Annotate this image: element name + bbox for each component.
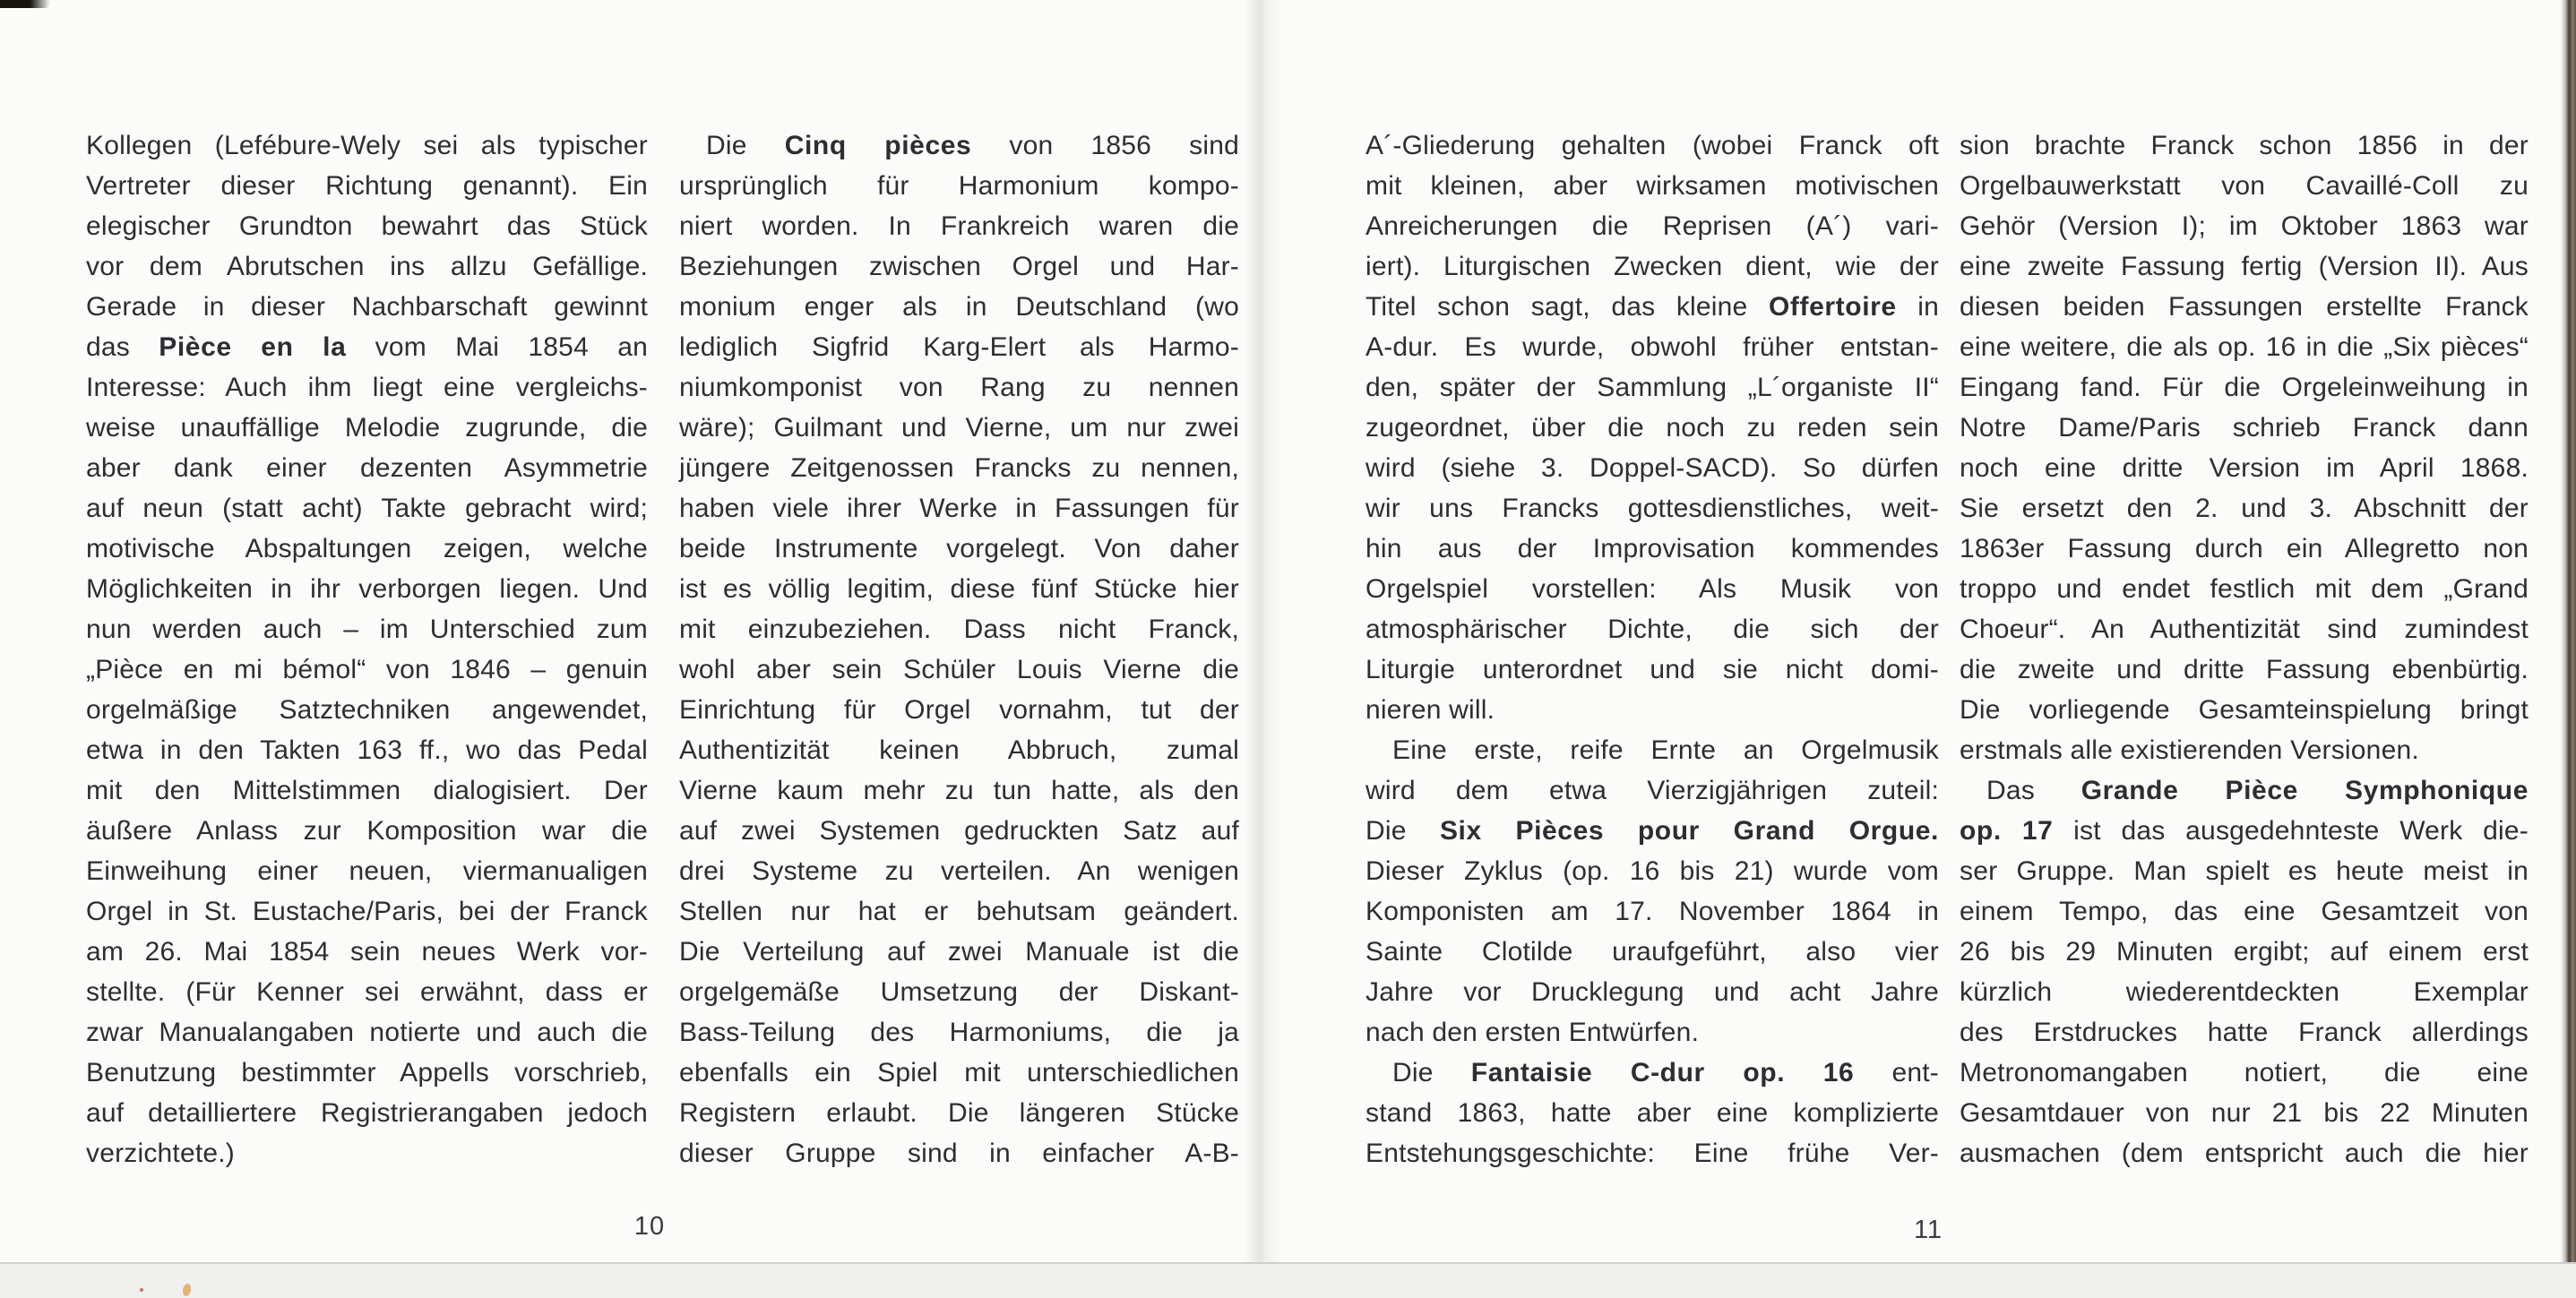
text-segment: monium enger als in Deutschland (wo	[679, 292, 1239, 322]
text-segment: drei Systeme zu verteilen. An wenigen	[679, 856, 1239, 886]
text-line	[1960, 1012, 2529, 1053]
text-segment: Orgelbauwerkstatt von Cavaillé-Coll zu	[1960, 171, 2529, 201]
text-line	[1366, 287, 1939, 327]
text-segment: Metronomangaben notiert, die eine	[1960, 1058, 2529, 1087]
text-segment: Das	[1986, 776, 2081, 805]
text-line	[1960, 972, 2529, 1012]
text-segment: vom Mai 1854 an	[346, 332, 648, 362]
text-segment: Choeur“. An Authentizität sind zumindest	[1960, 615, 2529, 644]
text-line	[1366, 206, 1939, 246]
text-line	[1366, 1133, 1939, 1173]
text-line	[1366, 609, 1939, 649]
text-segment: aber dank einer dezenten Asymmetrie	[86, 453, 648, 483]
page-number-11: 11	[1913, 1216, 1943, 1244]
text-segment: Authentizität keinen Abbruch, zumal	[679, 735, 1239, 765]
text-segment: verzichtete.)	[86, 1139, 235, 1168]
text-segment: Möglichkeiten in ihr verborgen liegen. Und	[86, 574, 648, 604]
text-segment: Bass-Teilung des Harmoniums, die ja	[679, 1018, 1239, 1047]
text-segment: Entstehungsgeschichte: Eine frühe Ver-	[1366, 1139, 1939, 1168]
text-line	[1960, 609, 2529, 649]
text-segment: am 26. Mai 1854 sein neues Werk vor-	[86, 937, 648, 967]
text-segment: vor dem Abrutschen ins allzu Gefällige.	[86, 252, 648, 281]
text-segment: Die Verteilung auf zwei Manuale ist die	[679, 937, 1239, 967]
text-segment: erstmals alle existierenden Versionen.	[1960, 735, 2419, 765]
text-segment: lediglich Sigfrid Karg-Elert als Harmo-	[679, 332, 1239, 362]
text-segment: orgelgemäße Umsetzung der Diskant-	[679, 977, 1239, 1007]
text-line	[1960, 367, 2529, 408]
text-segment: A´-Gliederung gehalten (wobei Franck oft	[1366, 131, 1939, 160]
text-line	[1366, 730, 1939, 770]
text-segment: mit einzubeziehen. Dass nicht Franck,	[679, 615, 1239, 644]
text-segment: Gehör (Version I); im Oktober 1863 war	[1960, 211, 2529, 241]
text-line	[1960, 246, 2529, 287]
text-segment: Notre Dame/Paris schrieb Franck dann	[1960, 413, 2529, 443]
text-segment: etwa in den Takten 163 ff., wo das Pedal	[86, 735, 648, 765]
text-segment: nach den ersten Entwürfen.	[1366, 1018, 1700, 1047]
scan-bottom-strip	[0, 1264, 2576, 1298]
text-line	[1366, 811, 1939, 851]
text-segment: Einrichtung für Orgel vornahm, tut der	[679, 695, 1239, 725]
text-segment: Vierne kaum mehr zu tun hatte, als den	[679, 776, 1239, 805]
text-segment: Interesse: Auch ihm liegt eine vergleichs-	[86, 373, 648, 402]
text-line	[1960, 408, 2529, 448]
work-title-bold: Grande Pièce Symphonique	[2081, 776, 2529, 805]
text-segment: das	[86, 332, 159, 362]
text-segment: Eingang fand. Für die Orgeleinweihung in	[1960, 373, 2529, 402]
scan-artifact-top-left	[0, 0, 50, 8]
work-title-bold: Offertoire	[1769, 292, 1897, 322]
text-segment: des Erstdruckes hatte Franck allerdings	[1960, 1018, 2529, 1047]
text-segment: Sie ersetzt den 2. und 3. Abschnitt der	[1960, 494, 2529, 523]
text-line	[1366, 1093, 1939, 1133]
work-title-bold: Cinq pièces	[784, 131, 972, 160]
text-line	[1366, 125, 1939, 166]
text-line	[1960, 770, 2529, 811]
text-segment: niert worden. In Frankreich waren die	[679, 211, 1239, 241]
text-segment: beide Instrumente vorgelegt. Von daher	[679, 534, 1239, 563]
text-line	[1960, 448, 2529, 488]
text-line	[1960, 529, 2529, 569]
text-segment: ist das ausgedehnteste Werk die-	[2053, 816, 2529, 846]
scan-speck-red	[140, 1288, 143, 1292]
text-line	[1960, 166, 2529, 206]
text-line	[1960, 327, 2529, 367]
text-segment: auf neun (statt acht) Takte gebracht wird;	[86, 494, 648, 523]
text-segment: niumkomponist von Rang zu nennen	[679, 373, 1239, 402]
text-column-3	[1366, 125, 1939, 1173]
scan-edge-right	[2561, 0, 2576, 1298]
text-segment: Orgel in St. Eustache/Paris, bei der Franck	[86, 897, 648, 926]
text-segment: jüngere Zeitgenossen Francks zu nennen,	[679, 453, 1239, 483]
text-line	[1366, 851, 1939, 891]
text-segment: nun werden auch – im Unterschied zum	[86, 615, 648, 644]
text-line	[1960, 488, 2529, 529]
text-segment: Jahre vor Drucklegung und acht Jahre	[1366, 977, 1939, 1007]
work-title-bold: Fantaisie C-dur op. 16	[1470, 1058, 1855, 1087]
text-column-4	[1960, 125, 2529, 1173]
text-segment: Die	[1366, 816, 1440, 846]
text-segment: elegischer Grundton bewahrt das Stück	[86, 211, 648, 241]
text-line	[1960, 1093, 2529, 1133]
text-segment: auf detailliertere Registrierangaben jedoch	[86, 1098, 648, 1128]
work-title-bold: Pièce en la	[159, 332, 347, 362]
text-segment: sion brachte Franck schon 1856 in der	[1960, 131, 2529, 160]
text-line	[1366, 327, 1939, 367]
text-line	[1366, 1012, 1939, 1053]
text-segment: den, später der Sammlung „L´organiste II“	[1366, 373, 1939, 402]
text-line	[1960, 851, 2529, 891]
text-line	[1366, 649, 1939, 690]
text-segment: Beziehungen zwischen Orgel und Har-	[679, 252, 1239, 281]
text-segment: wir uns Francks gottesdienstliches, weit-	[1366, 494, 1939, 523]
text-segment: ent-	[1854, 1058, 1940, 1087]
text-segment: mit den Mittelstimmen dialogisiert. Der	[86, 776, 648, 805]
text-line	[1366, 932, 1939, 972]
text-segment: einem Tempo, das eine Gesamtzeit von	[1960, 897, 2529, 926]
text-segment: Stellen nur hat er behutsam geändert.	[679, 897, 1239, 926]
text-segment: Liturgie unterordnet und sie nicht domi-	[1366, 655, 1939, 684]
text-segment: Gesamtdauer von nur 21 bis 22 Minuten	[1960, 1098, 2529, 1128]
text-line	[1960, 811, 2529, 851]
work-title-bold: op. 17	[1960, 816, 2054, 846]
text-segment: iert). Liturgischen Zwecken dient, wie der	[1366, 252, 1939, 281]
text-segment: wohl aber sein Schüler Louis Vierne die	[679, 655, 1239, 684]
text-line	[1960, 1133, 2529, 1173]
text-segment: 26 bis 29 Minuten ergibt; auf einem erst	[1960, 937, 2529, 967]
text-segment: eine zweite Fassung fertig (Version II). Aus	[1960, 252, 2529, 281]
text-line	[1366, 448, 1939, 488]
text-segment: Die vorliegende Gesamteinspielung bringt	[1960, 695, 2529, 725]
text-segment: Die	[706, 131, 785, 160]
text-line	[1960, 891, 2529, 932]
text-line	[1366, 569, 1939, 609]
text-line	[1366, 690, 1939, 730]
text-segment: Eine erste, reife Ernte an Orgelmusik	[1392, 735, 1939, 765]
text-segment: Benutzung bestimmter Appells vorschrieb,	[86, 1058, 648, 1087]
text-segment: Orgelspiel vorstellen: Als Musik von	[1366, 574, 1939, 604]
text-segment: die zweite und dritte Fassung ebenbürtig.	[1960, 655, 2529, 684]
text-segment: orgelmäßige Satztechniken angewendet,	[86, 695, 648, 725]
text-segment: ser Gruppe. Man spielt es heute meist in	[1960, 856, 2529, 886]
text-segment: dieser Gruppe sind in einfacher A-B-	[679, 1139, 1239, 1168]
text-line	[1366, 529, 1939, 569]
text-segment: Anreicherungen die Reprisen (A´) vari-	[1366, 211, 1939, 241]
text-line	[1366, 972, 1939, 1012]
text-segment: Sainte Clotilde uraufgeführt, also vier	[1366, 937, 1939, 967]
text-segment: wird dem etwa Vierzigjährigen zuteil:	[1366, 776, 1939, 805]
work-title-bold: Six Pièces pour Grand Orgue.	[1439, 816, 1939, 846]
text-segment: ausmachen (dem entspricht auch die hier	[1960, 1139, 2529, 1168]
text-segment: wird (siehe 3. Doppel-SACD). So dürfen	[1366, 453, 1939, 483]
text-segment: motivische Abspaltungen zeigen, welche	[86, 534, 648, 563]
text-segment: kürzlich wiederentdeckten Exemplar	[1960, 977, 2529, 1007]
text-line	[1366, 408, 1939, 448]
text-segment: eine weitere, die als op. 16 in die „Six pièces“	[1960, 332, 2529, 362]
text-line	[1366, 891, 1939, 932]
text-segment: weise unauffällige Melodie zugrunde, die	[86, 413, 648, 443]
text-segment: zugeordnet, über die noch zu reden sein	[1366, 413, 1939, 443]
text-line	[1366, 246, 1939, 287]
text-line	[1960, 730, 2529, 770]
text-segment: stand 1863, hatte aber eine komplizierte	[1366, 1098, 1939, 1128]
text-line	[1960, 690, 2529, 730]
text-line	[1366, 770, 1939, 811]
text-segment: Die	[1392, 1058, 1471, 1087]
text-segment: stellte. (Für Kenner sei erwähnt, dass er	[86, 977, 648, 1007]
text-segment: in	[1896, 292, 1939, 322]
text-segment: noch eine dritte Version im April 1868.	[1960, 453, 2529, 483]
page-gutter-shadow	[1245, 0, 1281, 1263]
text-line	[1960, 569, 2529, 609]
text-segment: hin aus der Improvisation kommendes	[1366, 534, 1939, 563]
text-segment: Titel schon sagt, das kleine	[1366, 292, 1769, 322]
text-segment: Gerade in dieser Nachbarschaft gewinnt	[86, 292, 648, 322]
text-segment: Komponisten am 17. November 1864 in	[1366, 897, 1939, 926]
text-segment: Vertreter dieser Richtung genannt). Ein	[86, 171, 648, 201]
text-segment: „Pièce en mi bémol“ von 1846 – genuin	[86, 655, 648, 684]
text-segment: A-dur. Es wurde, obwohl früher entstan-	[1366, 332, 1939, 362]
page-number-10: 10	[633, 1212, 666, 1241]
text-segment: ursprünglich für Harmonium kompo-	[679, 171, 1239, 201]
text-line	[1366, 488, 1939, 529]
text-line	[1366, 166, 1939, 206]
text-segment: 1863er Fassung durch ein Allegretto non	[1960, 534, 2529, 563]
text-segment: auf zwei Systemen gedruckten Satz auf	[679, 816, 1239, 846]
text-segment: atmosphärischer Dichte, die sich der	[1366, 615, 1939, 644]
text-line	[1960, 649, 2529, 690]
text-segment: Registern erlaubt. Die längeren Stücke	[679, 1098, 1239, 1128]
text-segment: äußere Anlass zur Komposition war die	[86, 816, 648, 846]
text-segment: diesen beiden Fassungen erstellte Franck	[1960, 292, 2529, 322]
text-segment: troppo und endet festlich mit dem „Grand	[1960, 574, 2529, 604]
text-line	[1366, 1053, 1939, 1093]
text-segment: ist es völlig legitim, diese fünf Stücke hier	[679, 574, 1239, 604]
text-line	[1366, 367, 1939, 408]
text-segment: Dieser Zyklus (op. 16 bis 21) wurde vom	[1366, 856, 1939, 886]
text-line	[1960, 932, 2529, 972]
text-segment: Einweihung einer neuen, viermanualigen	[86, 856, 648, 886]
text-segment: zwar Manualangaben notierte und auch die	[86, 1018, 648, 1047]
text-segment: mit kleinen, aber wirksamen motivischen	[1366, 171, 1939, 201]
text-segment: wäre); Guilmant und Vierne, um nur zwei	[679, 413, 1239, 443]
text-line	[1960, 206, 2529, 246]
text-segment: haben viele ihrer Werke in Fassungen für	[679, 494, 1239, 523]
text-line	[1960, 287, 2529, 327]
text-segment: von 1856 sind	[971, 131, 1240, 160]
text-line	[1960, 125, 2529, 166]
text-segment: nieren will.	[1366, 695, 1495, 725]
text-segment: ebenfalls ein Spiel mit unterschiedlichen	[679, 1058, 1239, 1087]
text-line	[1960, 1053, 2529, 1093]
text-segment: Kollegen (Lefébure-Wely sei als typischer	[86, 131, 648, 160]
